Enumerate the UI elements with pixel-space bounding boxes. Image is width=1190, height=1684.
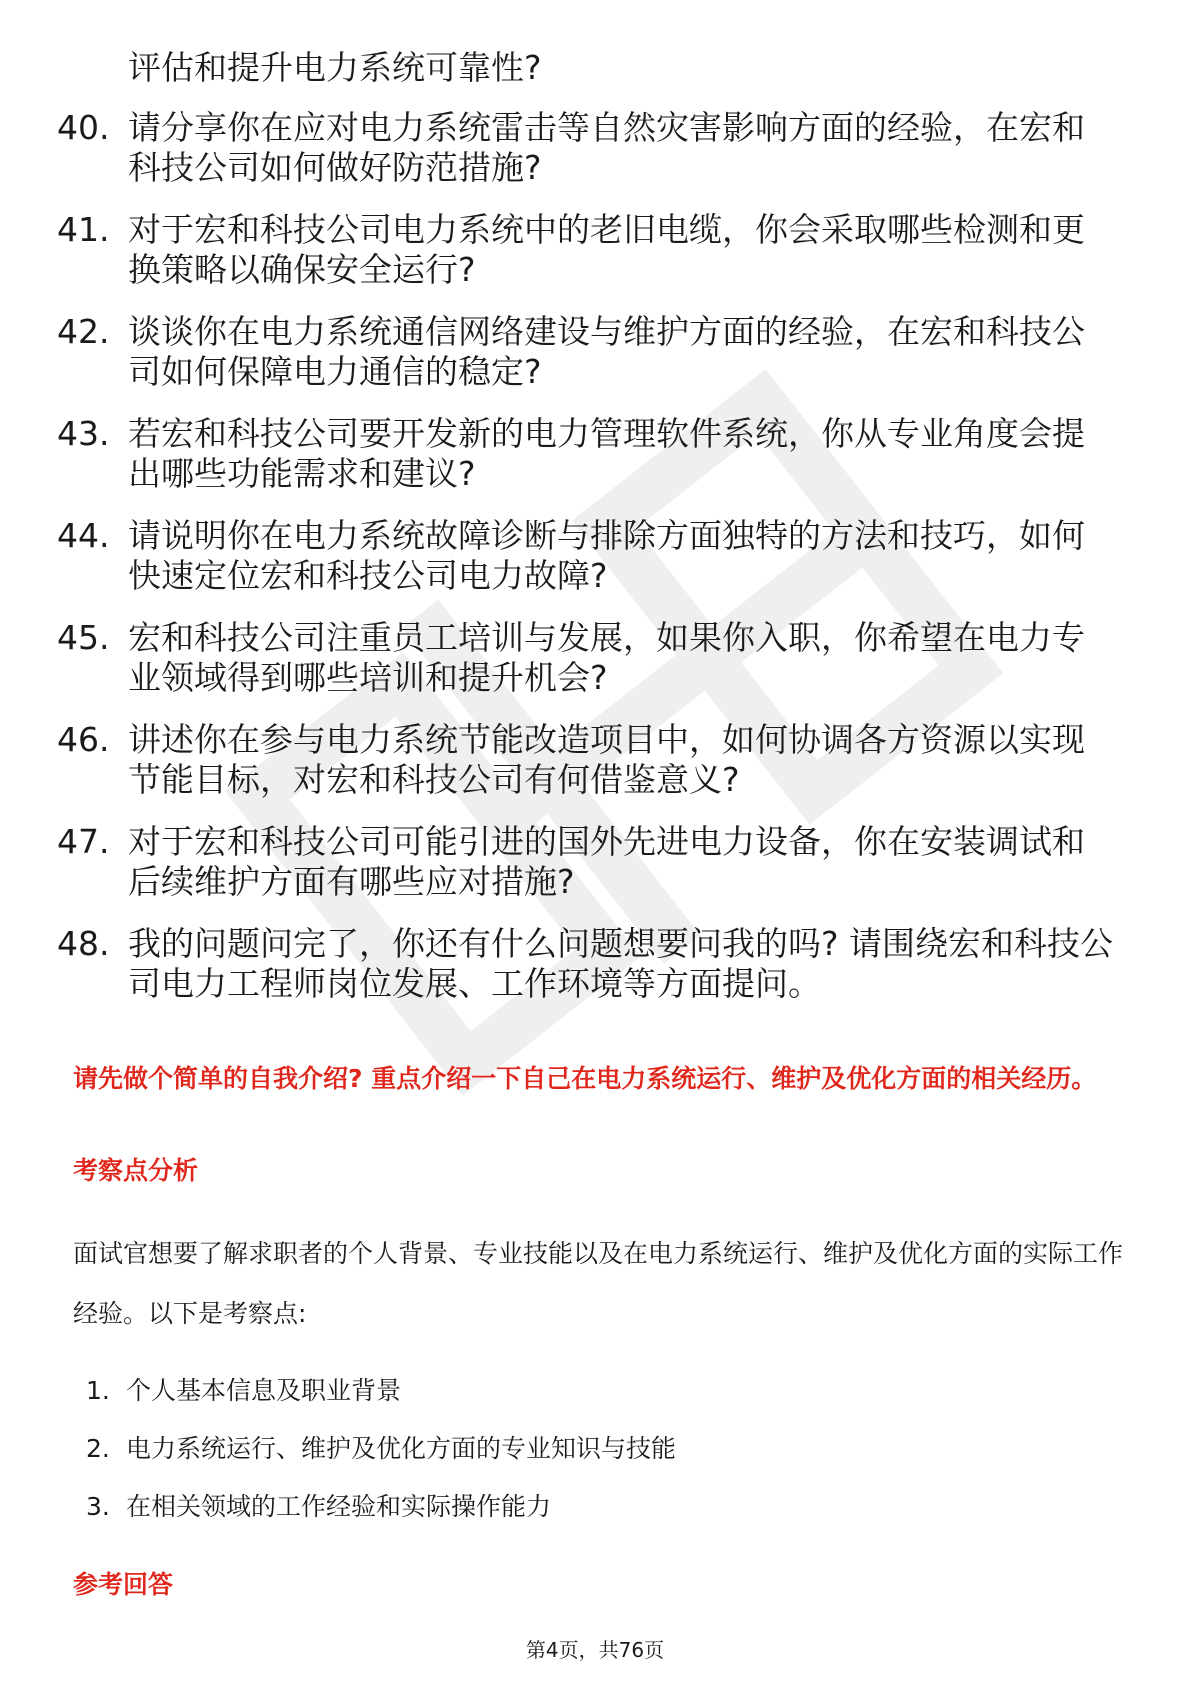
question-number: 42. [57,312,110,351]
question-text: 宏和科技公司注重员工培训与发展，如果你入职，你希望在电力专业领域得到哪些培训和提升机会? [128,618,1085,697]
question-text: 请说明你在电力系统故障诊断与排除方面独特的方法和技巧，如何快速定位宏和科技公司电力故障? [128,516,1085,595]
question-text: 我的问题问完了，你还有什么问题想要问我的吗? 请围绕宏和科技公司电力工程师岗位发展、工作环境等方面提问。 [128,924,1114,1003]
question-number: 47. [57,822,110,861]
featured-question: 请先做个简单的自我介绍? 重点介绍一下自己在电力系统运行、维护及优化方面的相关经历。 [73,1064,1097,1093]
question-text: 对于宏和科技公司可能引进的国外先进电力设备，你在安装调试和后续维护方面有哪些应对措施? [128,822,1085,901]
point-text: 在相关领域的工作经验和实际操作能力 [126,1492,552,1521]
question-text: 评估和提升电力系统可靠性? [128,48,542,87]
question-number: 45. [57,618,110,657]
point-text: 电力系统运行、维护及优化方面的专业知识与技能 [126,1434,677,1463]
point-number: 1. [86,1376,110,1405]
question-number: 43. [57,414,110,453]
page-footer: 第4页，共76页 [525,1638,665,1662]
question-text: 请分享你在应对电力系统雷击等自然灾害影响方面的经验，在宏和科技公司如何做好防范措施? [128,108,1085,187]
question-number: 44. [57,516,110,555]
question-number: 41. [57,210,110,249]
question-text: 对于宏和科技公司电力系统中的老旧电缆，你会采取哪些检测和更换策略以确保安全运行? [128,210,1085,289]
analysis-heading: 考察点分析 [73,1156,199,1185]
question-number: 40. [57,108,110,147]
point-number: 2. [86,1434,110,1463]
question-text: 谈谈你在电力系统通信网络建设与维护方面的经验，在宏和科技公司如何保障电力通信的稳定? [128,312,1085,391]
question-number: 48. [57,924,110,963]
point-text: 个人基本信息及职业背景 [126,1376,402,1405]
question-text: 讲述你在参与电力系统节能改造项目中，如何协调各方资源以实现节能目标，对宏和科技公司有何借鉴意义? [128,720,1085,799]
question-text: 若宏和科技公司要开发新的电力管理软件系统，你从专业角度会提出哪些功能需求和建议? [128,414,1085,493]
analysis-paragraph: 面试官想要了解求职者的个人背景、专业技能以及在电力系统运行、维护及优化方面的实际工作经验。以下是考察点: [73,1239,1124,1328]
point-number: 3. [86,1492,110,1521]
reference-heading: 参考回答 [73,1570,174,1599]
question-number: 46. [57,720,110,759]
